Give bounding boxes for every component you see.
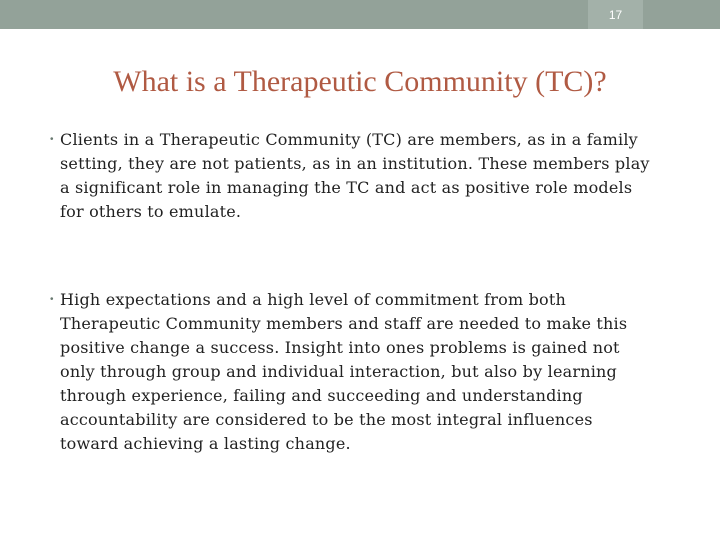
bullet-text-line: positive change a success. Insight into ones problems is gained not: [60, 338, 620, 357]
bullet-text-line: a significant role in managing the TC and act as positive role models: [60, 178, 633, 197]
bullet-text-line: only through group and individual interaction, but also by learning: [60, 362, 617, 381]
bullet-text-line: setting, they are not patients, as in an institution. These members play: [60, 154, 650, 173]
bullet-text-line: through experience, failing and succeeding and understanding: [60, 386, 583, 405]
bullet-icon: •: [50, 294, 54, 305]
bullet-text: [60, 288, 682, 456]
bullet-icon: •: [50, 134, 54, 145]
bullet-text-line: Therapeutic Community members and staff are needed to make this: [60, 314, 628, 333]
bullet-text-line: High expectations and a high level of commitment from both: [60, 290, 567, 309]
bullet-text: [60, 128, 682, 224]
bullet-text-line: Clients in a Therapeutic Community (TC) are members, as in a family: [60, 130, 638, 149]
bullet-text-line: for others to emulate.: [60, 202, 242, 221]
slide-title: What is a Therapeutic Community (TC)?: [113, 65, 607, 98]
page-number: 17: [608, 8, 623, 22]
bullet-text-line: accountability are considered to be the most integral influences: [60, 410, 593, 429]
bullet-text-line: toward achieving a lasting change.: [60, 434, 351, 453]
